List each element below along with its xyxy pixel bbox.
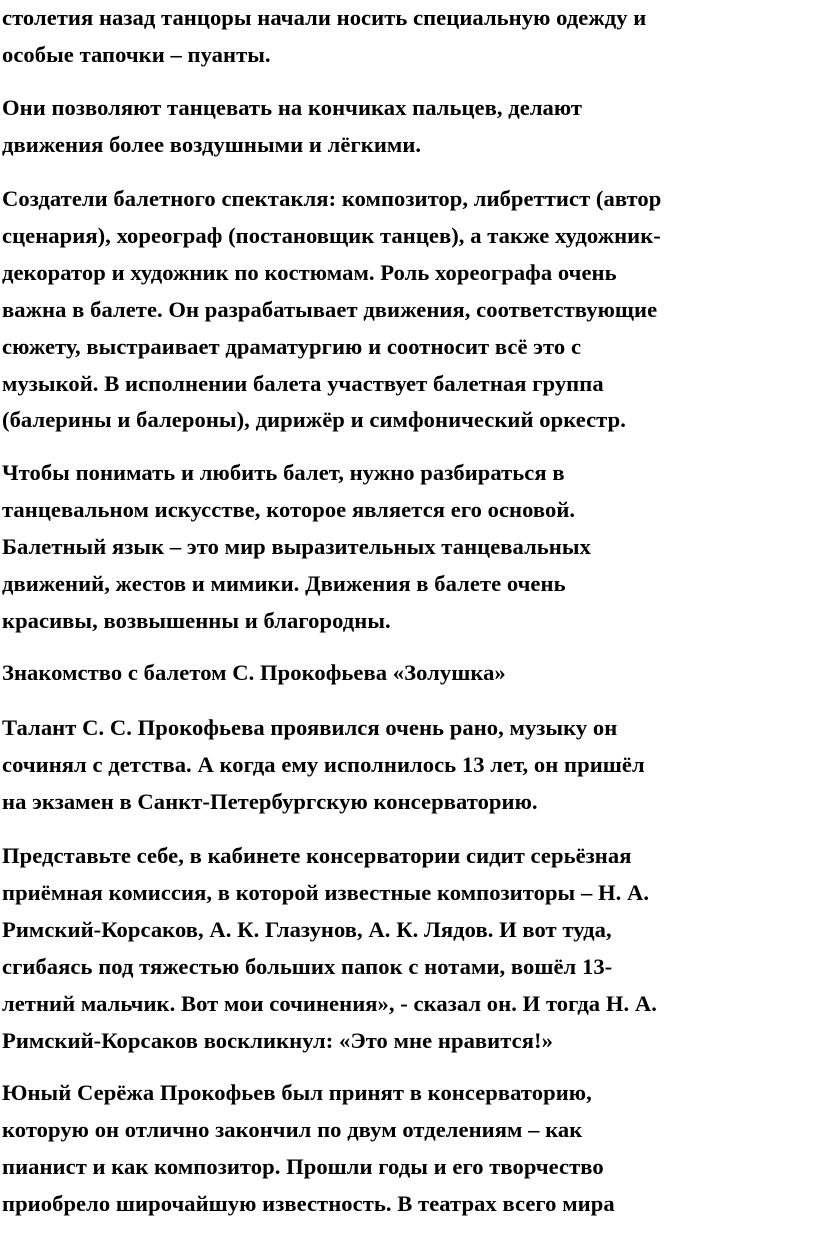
text-line: Балетный язык – это мир выразительных танцевальных [2,533,591,559]
text-line: Создатели балетного спектакля: композитор, либреттист (автор [2,186,662,211]
text-line: движения более воздушными и лёгкими. [2,131,422,157]
text-line: декоратор и художник по костюмам. Роль хореографа очень [2,259,617,285]
text-line: сгибаясь под тяжестью больших папок с нотами, вошёл 13- [2,953,613,979]
section-heading [2,655,814,692]
text-line: Юный Серёжа Прокофьев был принят в консерваторию, [2,1080,592,1105]
text-line: движений, жестов и мимики. Движения в балете очень [2,570,566,596]
paragraph-prokofiev-talent [2,710,814,821]
text-line: на экзамен в Санкт-Петербургскую консерваторию. [2,788,538,814]
text-line: музыкой. В исполнении балета участвует балетная группа [2,370,604,396]
text-line: Римский-Корсаков воскликнул: «Это мне нравится!» [2,1027,553,1053]
paragraph-ballet-language [2,455,814,640]
text-line: важна в балете. Он разрабатывает движения, соответствующие [2,296,658,322]
text-line: (балерины и балероны), дирижёр и симфонический оркестр. [2,407,626,433]
paragraph-ballet-creators [2,181,814,439]
section-heading-text: Знакомство с балетом С. Прокофьева «Золушка» [2,660,506,685]
paragraph-dance-costume [2,0,814,74]
paragraph-pointe-shoes [2,90,814,164]
text-line: сюжету, выстраивает драматургию и соотносит всё это с [2,333,582,359]
text-line: сценария), хореограф (постановщик танцев), а также художник- [2,222,661,248]
text-line: Талант С. С. Прокофьева проявился очень рано, музыку он [2,715,618,740]
text-line: летний мальчик. Вот мои сочинения», - сказал он. И тогда Н. А. [2,990,657,1016]
text-line: Они позволяют танцевать на кончиках пальцев, делают [2,95,583,120]
text-line: Римский-Корсаков, А. К. Глазунов, А. К. Лядов. И вот туда, [2,916,612,942]
text-line: особые тапочки – пуанты. [2,41,271,67]
text-line: Представьте себе, в кабинете консерватории сидит серьёзная [2,843,632,868]
text-line: красивы, возвышенны и благородны. [2,607,391,633]
text-line: приёмная комиссия, в которой известные композиторы – Н. А. [2,879,650,905]
text-line: Чтобы понимать и любить балет, нужно разбираться в [2,460,565,485]
text-line: которую он отлично закончил по двум отделениям – как [2,1116,583,1142]
text-line: столетия назад танцоры начали носить специальную одежду и [2,5,647,30]
paragraph-conservatory-exam [2,838,814,1059]
paragraph-young-prokofiev [2,1075,814,1223]
text-line: танцевальном искусстве, которое является его основой. [2,496,576,522]
text-line: пианист и как композитор. Прошли годы и его творчество [2,1153,604,1179]
text-line: приобрело широчайшую известность. В театрах всего мира [2,1190,615,1216]
text-line: сочинял с детства. А когда ему исполнилось 13 лет, он пришёл [2,751,645,777]
